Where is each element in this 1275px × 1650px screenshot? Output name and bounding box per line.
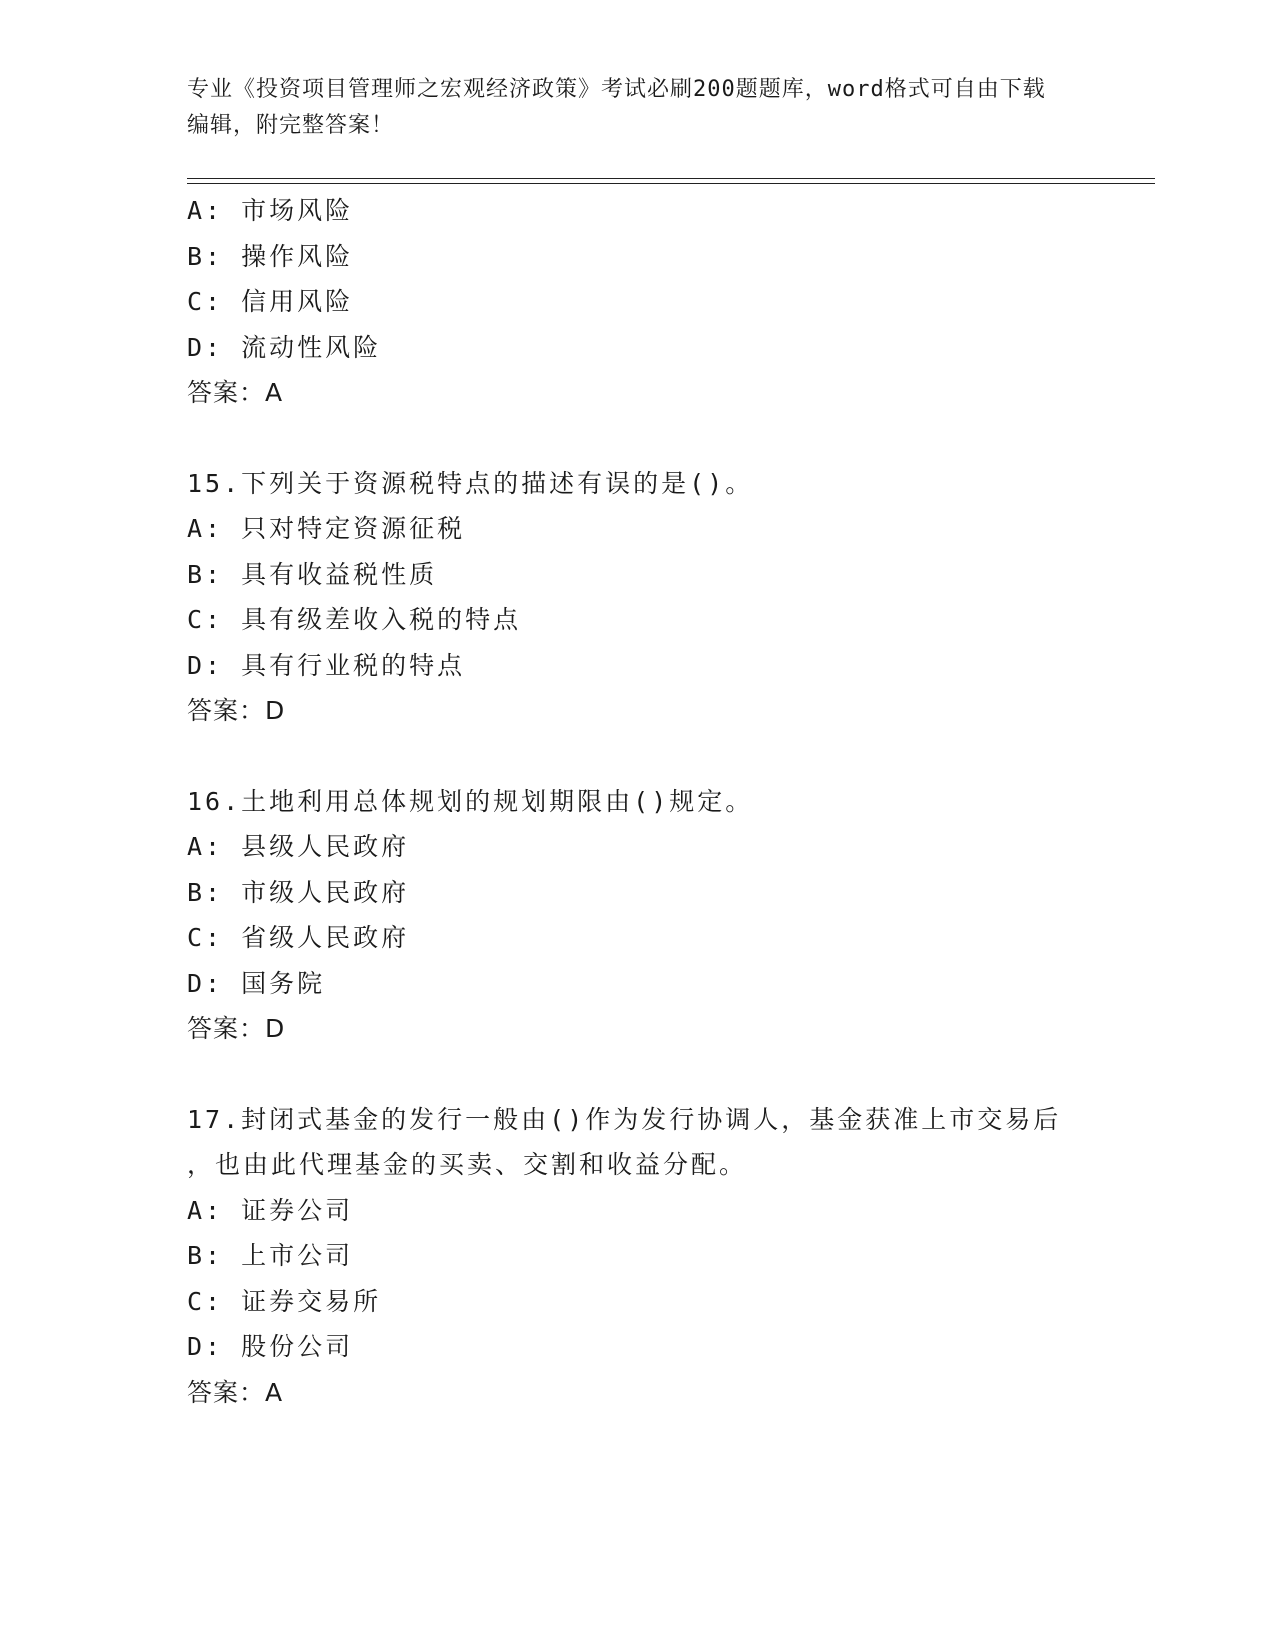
option-a: A: 证券公司: [187, 1195, 354, 1225]
question-block-15: [187, 461, 1087, 734]
spacer: [187, 416, 1087, 461]
option-d: D: 股份公司: [187, 1332, 354, 1361]
option-a: A: 县级人民政府: [187, 832, 410, 861]
answer-line: 答案：D: [187, 1014, 286, 1043]
question-block-14: [187, 188, 1087, 416]
option-c: C: 信用风险: [187, 287, 354, 316]
question-text-line-2: ，也由此代理基金的买卖、交割和收益分配。: [187, 1150, 748, 1179]
spacer: [187, 734, 1087, 779]
option-d: D: 国务院: [187, 968, 326, 998]
option-d: D: 流动性风险: [187, 332, 382, 362]
question-text: 15.下列关于资源税特点的描述有误的是()。: [187, 468, 754, 498]
option-c: C: 证券交易所: [187, 1286, 382, 1316]
question-block-17: [187, 1097, 1087, 1416]
option-a: A: 只对特定资源征税: [187, 514, 466, 543]
question-text-line-1: 17.封闭式基金的发行一般由()作为发行协调人，基金获准上市交易后: [187, 1104, 1062, 1134]
option-b: B: 市级人民政府: [187, 877, 410, 907]
header-divider-top: [187, 178, 1155, 179]
answer-line: 答案：D: [187, 696, 286, 725]
question-text: 16.土地利用总体规划的规划期限由()规定。: [187, 786, 754, 816]
option-b: B: 操作风险: [187, 241, 354, 271]
option-a: A: 市场风险: [187, 196, 354, 225]
document-header: 专业《投资项目管理师之宏观经济政策》考试必刷200题题库，word格式可自由下载编辑，附完整答案！: [187, 77, 1046, 138]
answer-line: 答案：A: [187, 1377, 284, 1407]
option-b: B: 具有收益税性质: [187, 559, 438, 589]
header-divider-bottom: [187, 183, 1155, 184]
option-b: B: 上市公司: [187, 1241, 354, 1270]
option-c: C: 具有级差收入税的特点: [187, 605, 522, 634]
option-c: C: 省级人民政府: [187, 923, 410, 952]
question-list: [187, 188, 1087, 1415]
answer-line: 答案：A: [187, 378, 284, 407]
question-block-16: [187, 779, 1087, 1052]
spacer: [187, 1052, 1087, 1097]
option-d: D: 具有行业税的特点: [187, 650, 466, 680]
